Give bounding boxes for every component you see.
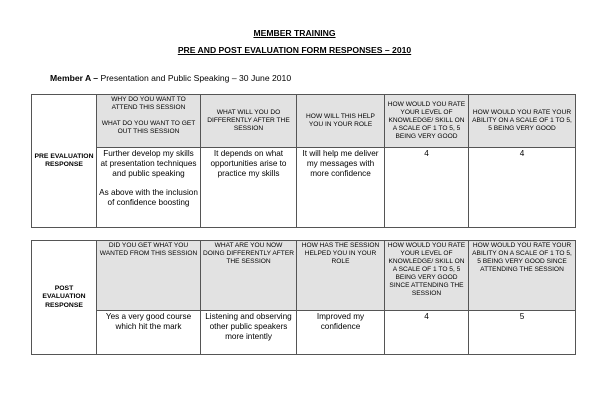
post-evaluation-table	[31, 240, 576, 355]
pre-answer-help-role: It will help me deliver my messages with more confidence	[297, 148, 385, 228]
member-label: Member A –	[50, 73, 99, 83]
post-header-helped-role: HOW HAS THE SESSION HELPED YOU IN YOUR ROLE	[297, 241, 385, 311]
pre-header-why	[97, 95, 201, 148]
post-answer-ability-rating: 5	[469, 311, 576, 355]
pre-header-differently: WHAT WILL YOU DO DIFFERENTLY AFTER THE SESSION	[201, 95, 297, 148]
post-answer-knowledge-rating: 4	[385, 311, 469, 355]
pre-header-what-get: WHAT DO YOU WANT TO GET OUT THIS SESSION	[101, 120, 196, 135]
post-answer-helped-role: Improved my confidence	[297, 311, 385, 355]
document-subtitle: PRE AND POST EVALUATION FORM RESPONSES – 2010	[177, 45, 412, 55]
member-session-line	[50, 73, 291, 83]
pre-header-knowledge-rating: HOW WOULD YOU RATE YOUR LEVEL OF KNOWLEDGE/ SKILL ON A SCALE OF 1 TO 5, 5 BEING VERY GOOD	[385, 95, 469, 148]
post-header-ability-rating: HOW WOULD YOU RATE YOUR ABILITY ON A SCALE OF 1 TO 5, 5 BEING VERY GOOD SINCE ATTENDING THE SESSION	[469, 241, 576, 311]
member-session: Presentation and Public Speaking – 30 June 2010	[98, 73, 292, 83]
post-header-differently: WHAT ARE YOU NOW DOING DIFFERENTLY AFTER THE SESSION	[201, 241, 297, 311]
pre-header-help-role: HOW WILL THIS HELP YOU IN YOUR ROLE	[297, 95, 385, 148]
post-answer-differently: Listening and observing other public speakers more intently	[201, 311, 297, 355]
pre-answer-why-attend: Further develop my skills at presentation techniques and public speaking	[100, 149, 197, 179]
pre-header-why-attend: WHY DO YOU WANT TO ATTEND THIS SESSION	[111, 96, 186, 111]
post-answer-got-what: Yes a very good course which hit the mark	[97, 311, 201, 355]
pre-answer-knowledge-rating: 4	[385, 148, 469, 228]
post-row-label: POST EVALUATION RESPONSE	[32, 241, 97, 355]
document-title: MEMBER TRAINING	[253, 28, 336, 38]
post-header-knowledge-rating: HOW WOULD YOU RATE YOUR LEVEL OF KNOWLEDGE/ SKILL ON A SCALE OF 1 TO 5, 5 BEING VERY GOOD SINCE ATTENDING THE SESSION	[385, 241, 469, 311]
pre-answer-ability-rating: 4	[469, 148, 576, 228]
pre-header-ability-rating: HOW WOULD YOU RATE YOUR ABILITY ON A SCALE OF 1 TO 5, 5 BEING VERY GOOD	[469, 95, 576, 148]
pre-row-label: PRE EVALUATION RESPONSE	[32, 95, 97, 228]
pre-answer-differently: It depends on what opportunities arise to practice my skills	[201, 148, 297, 228]
pre-answer-what-get: As above with the inclusion of confidence boosting	[99, 187, 198, 207]
post-header-got-what: DID YOU GET WHAT YOU WANTED FROM THIS SESSION	[97, 241, 201, 311]
pre-answer-why	[97, 148, 201, 228]
pre-evaluation-table	[31, 94, 576, 228]
